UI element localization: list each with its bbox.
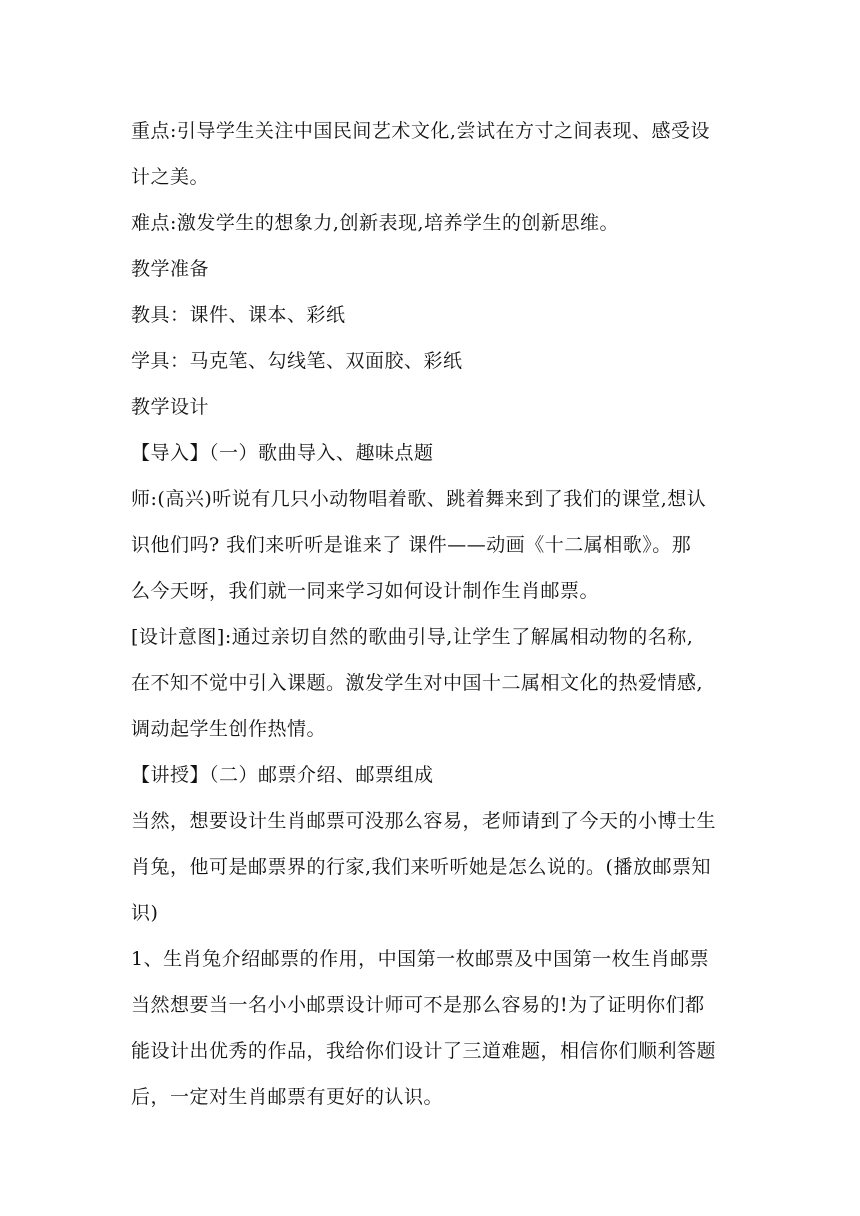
text-line: 【导入】（一）歌曲导入、趣味点题 (131, 442, 434, 464)
design-intent-paragraph (131, 614, 731, 752)
text-line: 识) (131, 902, 159, 924)
text-line: 肖兔，他可是邮票界的行家,我们来听听她是怎么说的。(播放邮票知 (131, 856, 711, 878)
text-line: 识他们吗? 我们来听听是谁来了 课件——动画《十二属相歌》。那 (131, 534, 692, 556)
text-line: 教具：课件、课本、彩纸 (131, 304, 346, 326)
lecture-body-paragraph (131, 798, 731, 936)
prep-heading (131, 246, 731, 292)
teacher-tools-paragraph (131, 292, 731, 338)
text-line: 教学设计 (131, 396, 210, 418)
difficulty-paragraph (131, 200, 731, 246)
student-tools-paragraph (131, 338, 731, 384)
intro-heading (131, 430, 731, 476)
text-line: 当然想要当一名小小邮票设计师可不是那么容易的!为了证明你们都 (131, 994, 705, 1016)
text-line: 【讲授】（二）邮票介绍、邮票组成 (131, 764, 434, 786)
text-line: 计之美。 (131, 166, 210, 188)
text-line: 重点:引导学生关注中国民间艺术文化,尝试在方寸之间表现、感受设 (131, 120, 710, 142)
text-line: 能设计出优秀的作品，我给你们设计了三道难题，相信你们顺利答题 (131, 1040, 717, 1062)
text-line: 后，一定对生肖邮票有更好的认识。 (131, 1086, 444, 1108)
text-line: 调动起学生创作热情。 (131, 718, 327, 740)
text-line: 在不知不觉中引入课题。激发学生对中国十二属相文化的热爱情感, (131, 672, 704, 694)
text-line: 教学准备 (131, 258, 210, 280)
design-heading (131, 384, 731, 430)
teacher-speech-paragraph (131, 476, 731, 614)
text-line: 1、生肖兔介绍邮票的作用，中国第一枚邮票及中国第一枚生肖邮票 (131, 948, 710, 970)
text-line: 当然，想要设计生肖邮票可没那么容易，老师请到了今天的小博士生 (131, 810, 717, 832)
document-body (131, 108, 731, 1120)
text-line: 难点:激发学生的想象力,创新表现,培养学生的创新思维。 (131, 212, 619, 234)
text-line: 么今天呀，我们就一同来学习如何设计制作生肖邮票。 (131, 580, 600, 602)
item-1-paragraph (131, 936, 731, 1120)
text-line: [设计意图]:通过亲切自然的歌曲引导,让学生了解属相动物的名称, (131, 626, 694, 648)
lecture-heading (131, 752, 731, 798)
key-point-paragraph (131, 108, 731, 200)
text-line: 师:(高兴)听说有几只小动物唱着歌、跳着舞来到了我们的课堂,想认 (131, 488, 707, 510)
text-line: 学具：马克笔、勾线笔、双面胶、彩纸 (131, 350, 463, 372)
